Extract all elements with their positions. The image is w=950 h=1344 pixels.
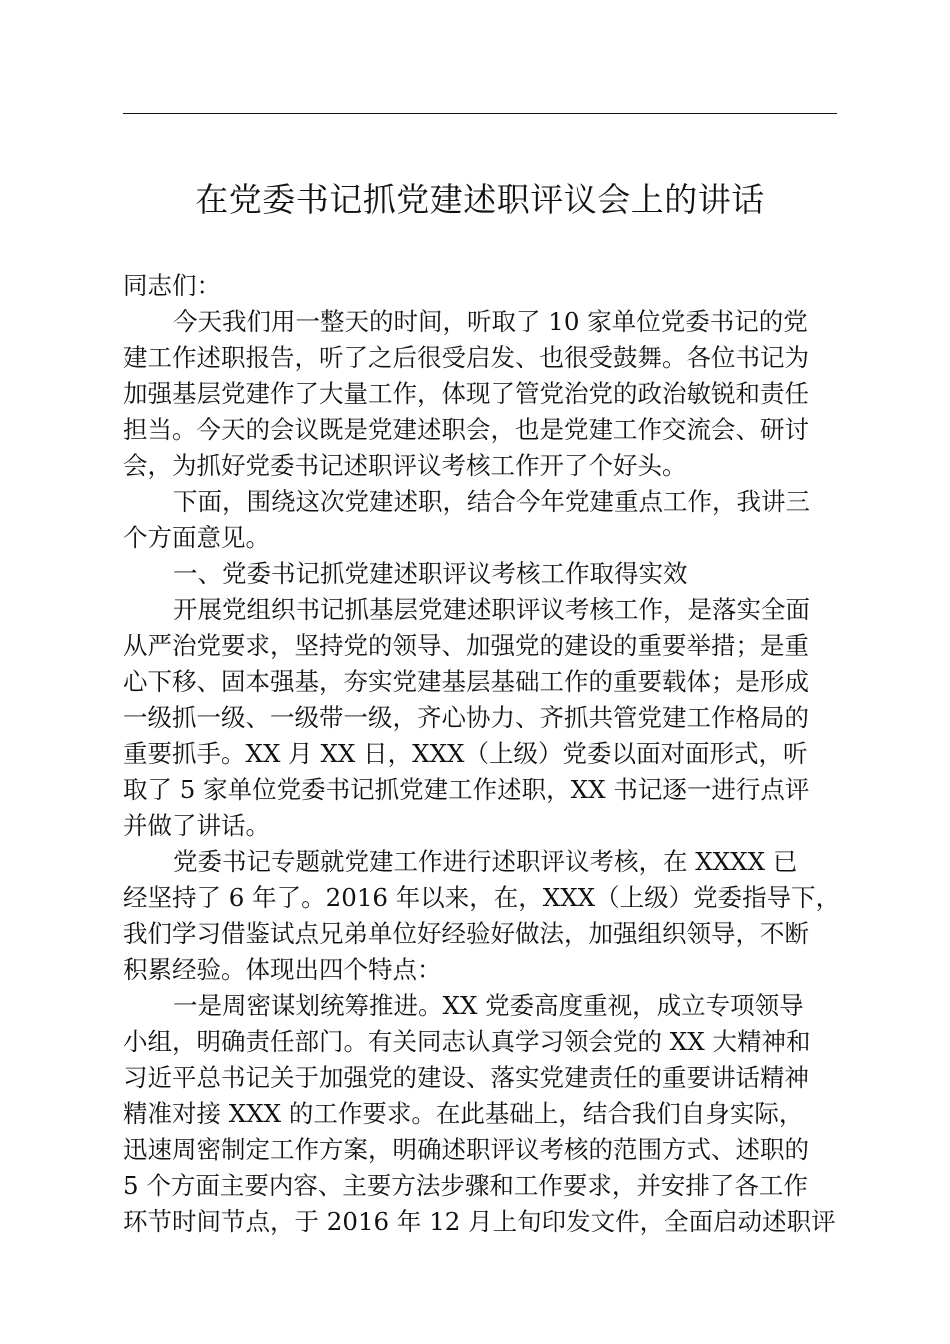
- text-line: 心下移、固本强基，夯实党建基层基础工作的重要载体；是形成: [123, 667, 809, 696]
- page-title: 在党委书记抓党建述职评议会上的讲话: [195, 180, 765, 219]
- text-line: 一、党委书记抓党建述职评议考核工作取得实效: [173, 559, 688, 588]
- text-line: 党委书记专题就党建工作进行述职评议考核，在 XXXX 已: [173, 847, 798, 876]
- text-line: 经坚持了 6 年了。2016 年以来，在，XXX（上级）党委指导下，: [123, 883, 841, 912]
- text-line: 一级抓一级、一级带一级，齐心协力、齐抓共管党建工作格局的: [123, 703, 809, 732]
- text-line: 重要抓手。XX 月 XX 日，XXX（上级）党委以面对面形式，听: [123, 739, 808, 768]
- text-line: 同志们：: [123, 271, 221, 300]
- text-line: 迅速周密制定工作方案，明确述职评议考核的范围方式、述职的: [123, 1135, 809, 1164]
- text-line: 今天我们用一整天的时间，听取了 10 家单位党委书记的党: [173, 307, 808, 336]
- text-line: 5 个方面主要内容、主要方法步骤和工作要求，并安排了各工作: [123, 1171, 808, 1200]
- text-line: 开展党组织书记抓基层党建述职评议考核工作，是落实全面: [173, 595, 810, 624]
- text-line: 并做了讲话。: [123, 811, 270, 840]
- text-line: 会，为抓好党委书记述职评议考核工作开了个好头。: [123, 451, 687, 480]
- text-line: 积累经验。体现出四个特点：: [123, 955, 442, 984]
- text-line: 个方面意见。: [123, 523, 270, 552]
- text-line: 建工作述职报告，听了之后很受启发、也很受鼓舞。各位书记为: [123, 343, 809, 372]
- text-line: 我们学习借鉴试点兄弟单位好经验好做法，加强组织领导，不断: [123, 919, 809, 948]
- text-line: 小组，明确责任部门。有关同志认真学习领会党的 XX 大精神和: [123, 1027, 811, 1056]
- text-line: 加强基层党建作了大量工作，体现了管党治党的政治敏锐和责任: [123, 379, 809, 408]
- text-line: 环节时间节点，于 2016 年 12 月上旬印发文件，全面启动述职评: [123, 1207, 836, 1236]
- text-line: 一是周密谋划统筹推进。XX 党委高度重视，成立专项领导: [173, 991, 804, 1020]
- text-line: 下面，围绕这次党建述职，结合今年党建重点工作，我讲三: [173, 487, 810, 516]
- document-body: [123, 268, 841, 1240]
- header-rule: [123, 113, 837, 114]
- text-line: 习近平总书记关于加强党的建设、落实党建责任的重要讲话精神: [123, 1063, 809, 1092]
- text-line: 取了 5 家单位党委书记抓党建工作述职，XX 书记逐一进行点评: [123, 775, 810, 804]
- text-line: 担当。今天的会议既是党建述职会，也是党建工作交流会、研讨: [123, 415, 809, 444]
- text-line: 精准对接 XXX 的工作要求。在此基础上，结合我们自身实际，: [123, 1099, 804, 1128]
- text-line: 从严治党要求，坚持党的领导、加强党的建设的重要举措；是重: [123, 631, 809, 660]
